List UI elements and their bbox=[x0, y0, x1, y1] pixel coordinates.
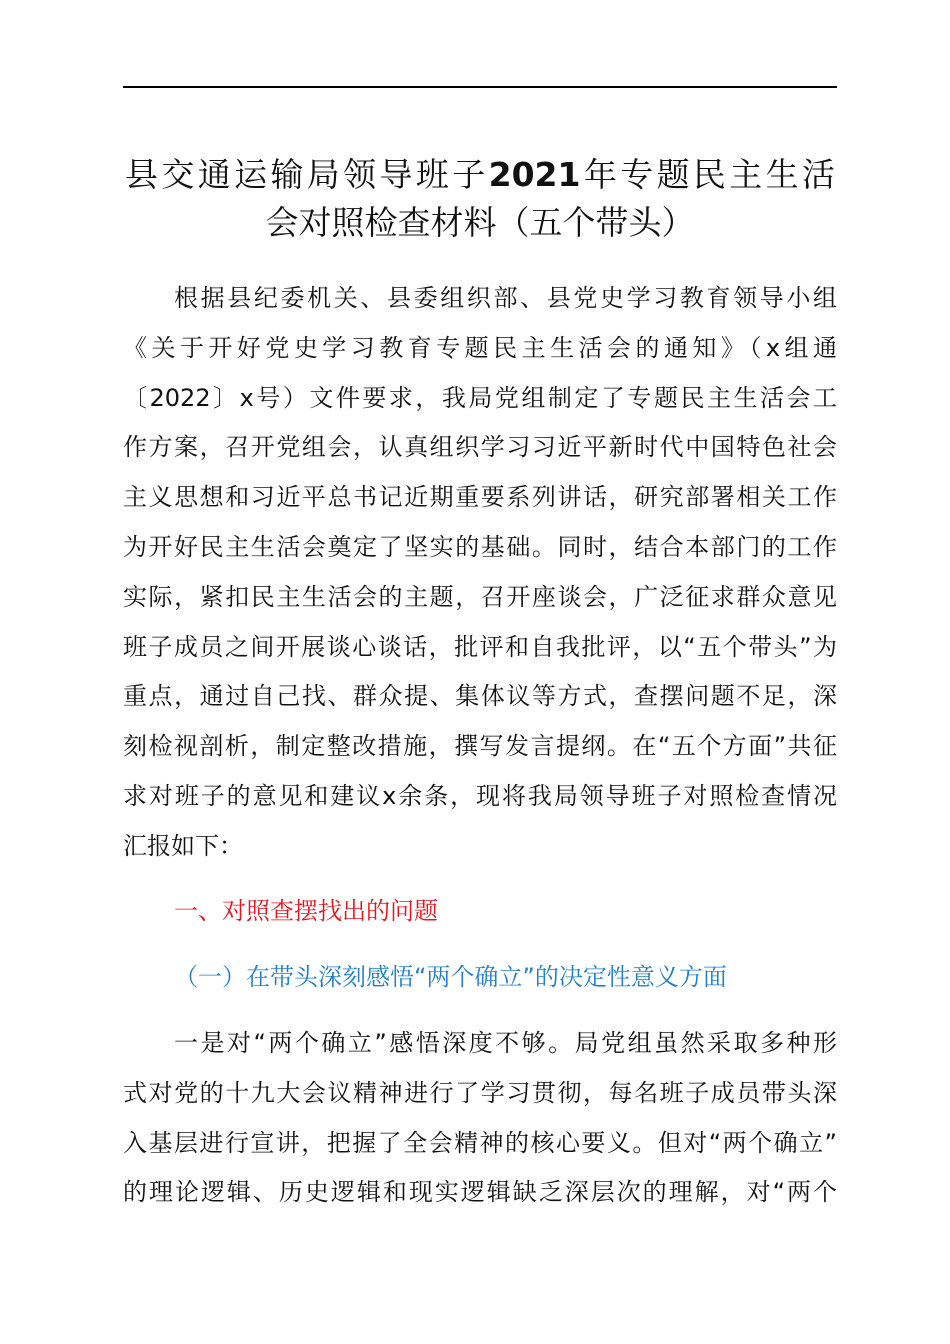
text-line: 式对党的十九大会议精神进行了学习贯彻，每名班子成员带头深 bbox=[123, 1078, 837, 1107]
text-line: 入基层进行宣讲，把握了全会精神的核心要义。但对“两个确立” bbox=[123, 1128, 837, 1157]
document-title-line-2: 会对照检查材料（五个带头） bbox=[265, 203, 695, 242]
text-line: 《关于开好党史学习教育专题民主生活会的通知》（x组通 bbox=[123, 333, 837, 362]
text-line: 实际，紧扣民主生活会的主题，召开座谈会，广泛征求群众意见 bbox=[123, 582, 837, 611]
subsection-heading: （一）在带头深刻感悟“两个确立”的决定性意义方面 bbox=[174, 963, 727, 991]
text-line: 根据县纪委机关、县委组织部、县党史学习教育领导小组 bbox=[174, 284, 837, 312]
text-line: 求对班子的意见和建议x余条，现将我局领导班子对照检查情况 bbox=[123, 782, 837, 810]
text-line: 刻检视剖析，制定整改措施，撰写发言提纲。在“五个方面”共征 bbox=[123, 732, 837, 761]
title-year: 2021 bbox=[488, 155, 581, 194]
text-line: 重点，通过自己找、群众提、集体议等方式，查摆问题不足，深 bbox=[123, 682, 837, 711]
text-line: 班子成员之间开展谈心谈话，批评和自我批评，以“五个带头”为 bbox=[123, 632, 837, 661]
text-line: 的理论逻辑、历史逻辑和现实逻辑缺乏深层次的理解，对“两个 bbox=[123, 1178, 837, 1207]
text-line: 〔2022〕x号）文件要求，我局党组制定了专题民主生活会工 bbox=[123, 383, 837, 412]
text-line: 作方案，召开党组会，认真组织学习习近平新时代中国特色社会 bbox=[123, 433, 837, 462]
header-rule bbox=[123, 86, 837, 88]
section-heading: 一、对照查摆找出的问题 bbox=[174, 897, 438, 925]
text-line: 主义思想和习近平总书记近期重要系列讲话，研究部署相关工作 bbox=[123, 483, 837, 512]
title-text: 年专题民主生活 bbox=[580, 155, 836, 194]
title-text: 县交通运输局领导班子 bbox=[125, 155, 489, 194]
text-line: 汇报如下： bbox=[123, 831, 243, 860]
text-line: 为开好民主生活会奠定了坚实的基础。同时，结合本部门的工作 bbox=[123, 533, 837, 561]
document-title-line-1 bbox=[125, 151, 835, 199]
text-line: 一是对“两个确立”感悟深度不够。局党组虽然采取多种形 bbox=[174, 1029, 837, 1057]
